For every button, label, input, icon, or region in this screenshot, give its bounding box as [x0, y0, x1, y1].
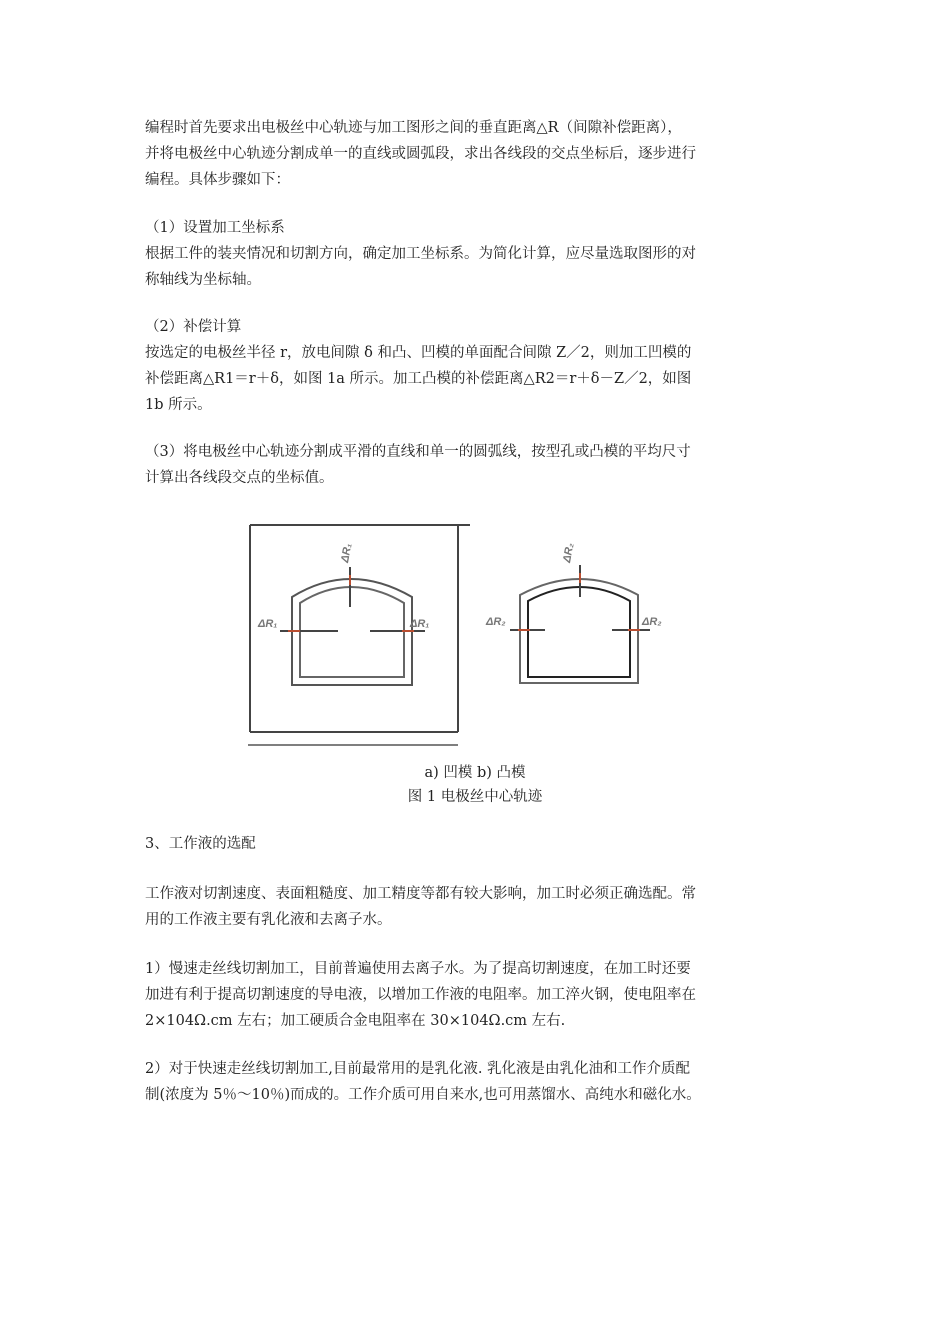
figure-1-diagram [240, 515, 700, 750]
section3-para2-line-3: 2×104Ω.cm 左右；加工硬质合金电阻率在 30×104Ω.cm 左右. [145, 1013, 566, 1029]
punch-panel [485, 542, 662, 683]
section3-para2 [145, 956, 815, 1034]
step2-section [145, 314, 815, 418]
intro-line-1: 编程时首先要求出电极丝中心轨迹与加工图形之间的垂直距离△R（间隙补偿距离）， [145, 120, 682, 136]
section3-para1-line-2: 用的工作液主要有乳化液和去离子水。 [145, 912, 392, 928]
punch-label-top: ΔR₂ [561, 542, 577, 564]
section3-para1 [145, 881, 815, 933]
step2-line-2: 补偿距离△R1＝r＋δ，如图 1a 所示。加工凸模的补偿距离△R2＝r＋δ－Z／2，如图 [145, 371, 692, 387]
punch-label-right: ΔR₂ [642, 616, 662, 628]
step1-line-2: 称轴线为坐标轴。 [145, 272, 261, 288]
step3-line-1: （3）将电极丝中心轨迹分割成平滑的直线和单一的圆弧线，按型孔或凸模的平均尺寸 [145, 444, 691, 460]
section3-para1-line-1: 工作液对切割速度、表面粗糙度、加工精度等都有较大影响，加工时必须正确选配。常 [145, 886, 696, 902]
figure-subcaption: a) 凹模 b) 凸模 [424, 765, 526, 781]
die-label-top: ΔR₁ [339, 542, 355, 564]
section3-para3 [145, 1056, 815, 1108]
punch-label-left: ΔR₂ [486, 616, 506, 628]
die-label-right: ΔR₁ [410, 618, 430, 630]
intro-line-3: 编程。具体步骤如下： [145, 172, 290, 188]
step1-heading: （1）设置加工坐标系 [145, 220, 285, 236]
section3-para3-line-1: 2）对于快速走丝线切割加工,目前最常用的是乳化液. 乳化液是由乳化油和工作介质配 [145, 1061, 691, 1077]
figure-caption: 图 1 电极丝中心轨迹 [407, 789, 543, 805]
section3-heading: 3、工作液的选配 [145, 836, 256, 852]
step2-line-3: 1b 所示。 [145, 397, 212, 413]
step3-line-2: 计算出各线段交点的坐标值。 [145, 470, 334, 486]
die-label-left: ΔR₁ [258, 618, 278, 630]
step3-section [145, 439, 815, 491]
step2-line-1: 按选定的电极丝半径 r，放电间隙 δ 和凸、凹模的单面配合间隙 Z／2，则加工凹模的 [145, 345, 692, 361]
step1-line-1: 根据工件的装夹情况和切割方向，确定加工坐标系。为简化计算，应尽量选取图形的对 [145, 246, 696, 262]
step1-section [145, 215, 815, 293]
intro-paragraph [145, 115, 815, 193]
section3-para3-line-2: 制(浓度为 5％～10％)而成的。工作介质可用自来水,也可用蒸馏水、高纯水和磁化水。 [145, 1087, 701, 1103]
intro-line-2: 并将电极丝中心轨迹分割成单一的直线或圆弧段，求出各线段的交点坐标后，逐步进行 [145, 146, 696, 162]
section3-para2-line-2: 加进有利于提高切割速度的导电液，以增加工作液的电阻率。加工淬火钢，使电阻率在 [145, 987, 696, 1003]
section3-para2-line-1: 1）慢速走丝线切割加工，目前普遍使用去离子水。为了提高切割速度，在加工时还要 [145, 961, 691, 977]
die-panel [248, 525, 470, 745]
punch-electrode-path [528, 587, 630, 677]
step2-heading: （2）补偿计算 [145, 319, 242, 335]
